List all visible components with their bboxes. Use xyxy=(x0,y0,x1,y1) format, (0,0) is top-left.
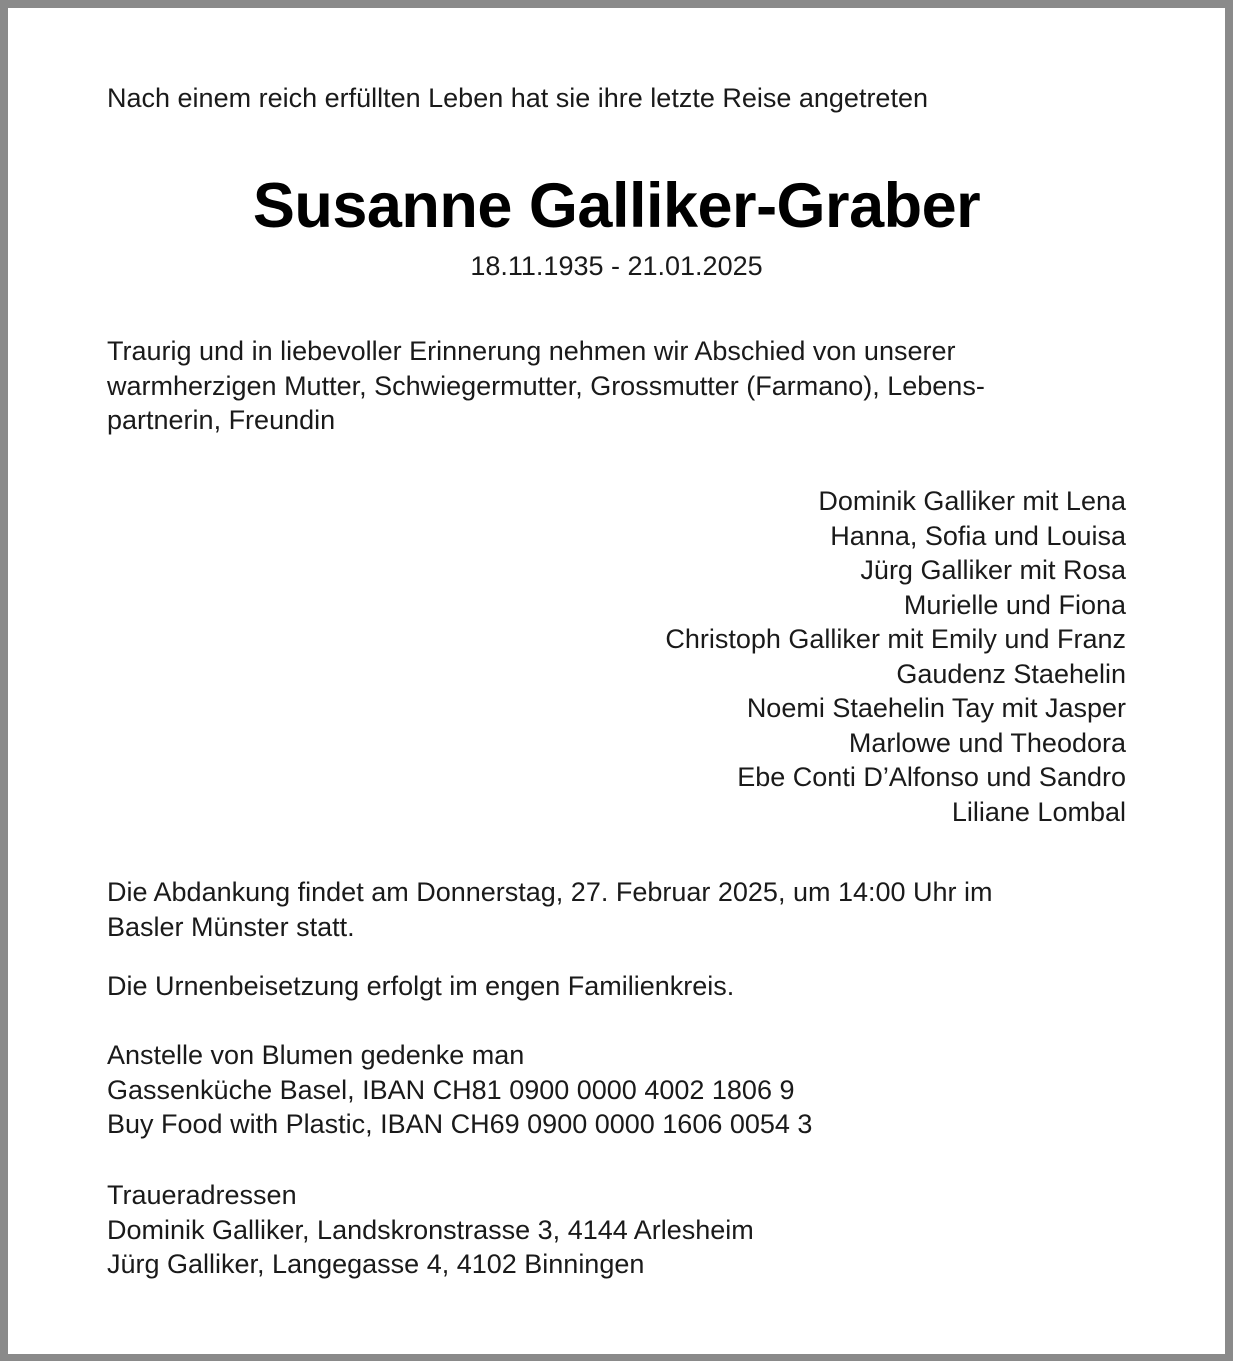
farewell-message xyxy=(107,334,1126,438)
service-announcement xyxy=(107,875,1126,944)
service-line: Die Abdankung findet am Donnerstag, 27. Februar 2025, um 14:00 Uhr im xyxy=(107,877,993,907)
obituary-page xyxy=(8,8,1225,1354)
address-line: Dominik Galliker, Landskronstrasse 3, 4144 Arlesheim xyxy=(107,1214,754,1245)
mourner-entry: Hanna, Sofia und Louisa xyxy=(830,520,1126,551)
mourner-entry: Liliane Lombal xyxy=(951,796,1126,827)
mourner-entry: Ebe Conti D’Alfonso und Sandro xyxy=(737,762,1126,792)
mourning-addresses xyxy=(107,1178,754,1282)
donation-line: Anstelle von Blumen gedenke man xyxy=(107,1040,525,1070)
mourner-entry: Gaudenz Staehelin xyxy=(896,658,1126,689)
mourner-entry: Christoph Galliker mit Emily und Franz xyxy=(665,624,1126,654)
addresses-heading: Traueradressen xyxy=(107,1180,297,1210)
donation-line: Gassenküche Basel, IBAN CH81 0900 0000 4002 1806 9 xyxy=(107,1074,795,1105)
mourner-entry: Dominik Galliker mit Lena xyxy=(818,486,1126,516)
deceased-name: Susanne Galliker-Graber xyxy=(252,171,981,241)
mourner-entry: Murielle und Fiona xyxy=(903,589,1126,620)
mourners-list xyxy=(107,484,1126,829)
intro-text: Nach einem reich erfüllten Leben hat sie ihre letzte Reise angetreten xyxy=(107,83,928,113)
donation-info xyxy=(107,1038,812,1142)
donation-line: Buy Food with Plastic, IBAN CH69 0900 0000 1606 0054 3 xyxy=(107,1109,813,1139)
message-line: partnerin, Freundin xyxy=(107,405,336,435)
address-line: Jürg Galliker, Langegasse 4, 4102 Binningen xyxy=(107,1249,645,1279)
mourner-entry: Jürg Galliker mit Rosa xyxy=(860,555,1126,585)
mourner-entry: Marlowe und Theodora xyxy=(848,727,1126,758)
life-dates: 18.11.1935 - 21.01.2025 xyxy=(470,251,763,281)
message-line: Traurig und in liebevoller Erinnerung nehmen wir Abschied von unserer xyxy=(107,336,956,366)
mourner-entry: Noemi Staehelin Tay mit Jasper xyxy=(746,693,1126,723)
service-line: Basler Münster statt. xyxy=(107,911,355,942)
message-line: warmherzigen Mutter, Schwiegermutter, Grossmutter (Farmano), Lebens- xyxy=(107,370,985,401)
burial-notice: Die Urnenbeisetzung erfolgt im engen Familienkreis. xyxy=(107,971,735,1001)
